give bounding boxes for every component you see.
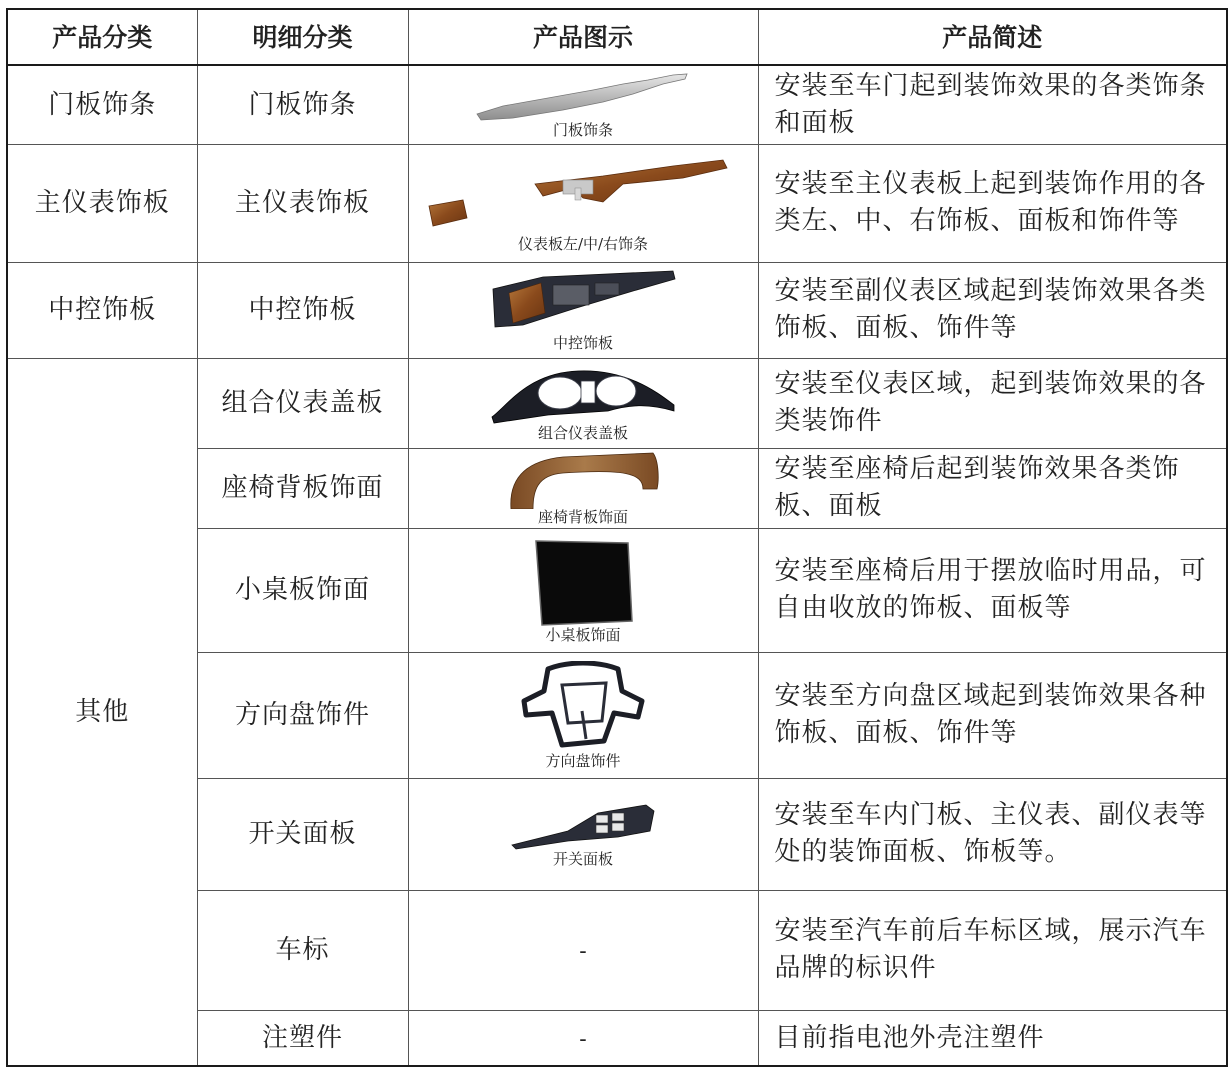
switch-panel-image	[508, 801, 658, 851]
center-console-image	[483, 269, 683, 335]
image-cell	[408, 262, 758, 358]
tray-table-image	[528, 537, 638, 627]
table-row	[7, 358, 1227, 448]
image-cell	[408, 448, 758, 528]
category-cell: 中控饰板	[7, 262, 197, 358]
table-row	[7, 65, 1227, 144]
image-caption: 中控饰板	[552, 334, 613, 353]
description-cell: 目前指电池外壳注塑件	[758, 1010, 1227, 1066]
image-caption: 座椅背板饰面	[537, 508, 628, 527]
door-trim-image	[473, 72, 693, 122]
description-cell: 安装至汽车前后车标区域，展示汽车品牌的标识件	[758, 890, 1227, 1010]
image-caption: 方向盘饰件	[545, 752, 621, 771]
header-subcategory: 明细分类	[197, 9, 408, 65]
description-cell: 安装至车内门板、主仪表、副仪表等处的装饰面板、饰板等。	[758, 778, 1227, 890]
image-cell	[408, 890, 758, 1010]
header-description: 产品简述	[758, 9, 1227, 65]
subcategory-cell: 注塑件	[197, 1010, 408, 1066]
product-table	[6, 8, 1228, 1067]
header-category: 产品分类	[7, 9, 197, 65]
image-cell	[408, 528, 758, 652]
header-image: 产品图示	[408, 9, 758, 65]
description-cell: 安装至车门起到装饰效果的各类饰条和面板	[758, 65, 1227, 144]
table-row	[7, 144, 1227, 262]
table-row	[7, 262, 1227, 358]
subcategory-cell: 方向盘饰件	[197, 652, 408, 778]
image-cell	[408, 65, 758, 144]
steering-wheel-trim-image	[518, 661, 648, 753]
subcategory-cell: 车标	[197, 890, 408, 1010]
image-caption: 仪表板左/中/右饰条	[517, 235, 649, 254]
subcategory-cell: 主仪表饰板	[197, 144, 408, 262]
subcategory-cell: 门板饰条	[197, 65, 408, 144]
image-cell	[408, 652, 758, 778]
description-cell: 安装至主仪表板上起到装饰作用的各类左、中、右饰板、面板和饰件等	[758, 144, 1227, 262]
image-caption: 门板饰条	[552, 120, 613, 139]
description-cell: 安装至仪表区域，起到装饰效果的各类装饰件	[758, 358, 1227, 448]
description-cell: 安装至座椅后起到装饰效果各类饰板、面板	[758, 448, 1227, 528]
instrument-panel-trim-image	[423, 154, 743, 236]
category-cell: 门板饰条	[7, 65, 197, 144]
image-caption: 开关面板	[552, 850, 613, 869]
header-row	[7, 9, 1227, 65]
category-cell: 其他	[7, 358, 197, 1066]
subcategory-cell: 中控饰板	[197, 262, 408, 358]
description-cell: 安装至方向盘区域起到装饰效果各种饰板、面板、饰件等	[758, 652, 1227, 778]
image-cell	[408, 1010, 758, 1066]
image-cell	[408, 358, 758, 448]
image-caption: 小桌板饰面	[545, 626, 621, 645]
category-cell: 主仪表饰板	[7, 144, 197, 262]
subcategory-cell: 开关面板	[197, 778, 408, 890]
image-cell	[408, 778, 758, 890]
seat-back-trim-image	[503, 451, 663, 509]
subcategory-cell: 组合仪表盖板	[197, 358, 408, 448]
description-cell: 安装至副仪表区域起到装饰效果各类饰板、面板、饰件等	[758, 262, 1227, 358]
description-cell: 安装至座椅后用于摆放临时用品，可自由收放的饰板、面板等	[758, 528, 1227, 652]
image-placeholder: -	[579, 939, 587, 965]
image-placeholder: -	[579, 1026, 587, 1052]
subcategory-cell: 座椅背板饰面	[197, 448, 408, 528]
subcategory-cell: 小桌板饰面	[197, 528, 408, 652]
image-caption: 组合仪表盖板	[537, 424, 628, 443]
cluster-cover-image	[488, 365, 678, 425]
image-cell	[408, 144, 758, 262]
